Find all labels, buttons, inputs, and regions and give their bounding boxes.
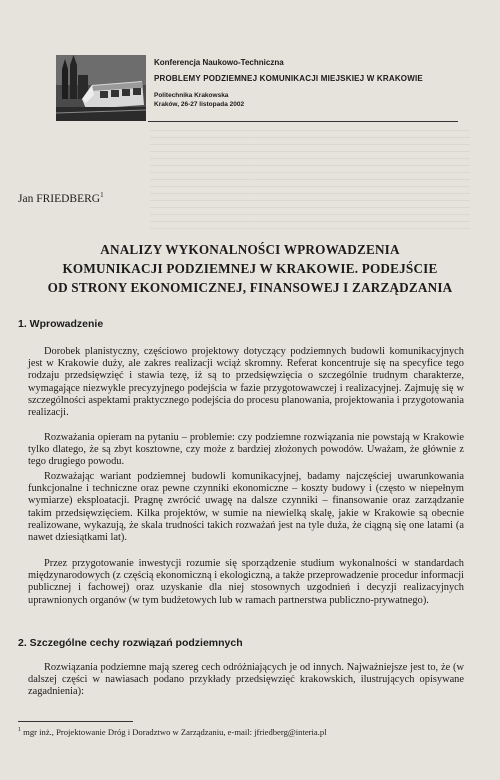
header-rule [148, 121, 458, 122]
section-heading-underground-features: 2. Szczególne cechy rozwiązań podziemnych [18, 637, 243, 649]
paper-title [15, 240, 485, 297]
author-name: Jan FRIEDBERG [18, 192, 101, 205]
paragraph-text: Przez przygotowanie inwestycji rozumie się sporządzenie studium wykonalności w standardach międzynarodowych (z częścią ekonomiczną i ekologiczną, a także przeprowadzenie procedur informacji publicznej i fachowej) oraz uzyskanie dla niej stosownych uzgodnień i decyzji realizacyjnych uprawnionych organów (w tym budżetowych lub w ramach partnerstwa publiczno-prywatnego). [28, 558, 464, 606]
conference-institution: Politechnika Krakowska [154, 92, 229, 99]
paragraph-text: Rozważając wariant podziemnej budowli komunikacyjnej, badamy najczęściej uwarunkowania funkcjonalne i techniczne oraz pewne czynniki ekonomiczne – koszty budowy i (często w niepełnym wymiarze) eksploatacji. Pragnę zwrócić uwagę na dalsze czynniki – finansowanie oraz zarządzanie takim przedsięwzięciem. Kilka projektów, w sumie na niewielką skalę, jakie w Krakowie są obecnie realizowane, wykazują, że skala trudności takich rozważań jest na tyle duża, że ciągną się one latami (a nawet dziesiątkami lat). [28, 471, 464, 544]
paragraph-text: Dorobek planistyczny, częściowo projektowy dotyczący podziemnych budowli komunikacyjnych jest w Krakowie duży, ale zakres realizacji wciąż skromny. Referat koncentruje się na specyfice tego rodzaju przedsięwzięć i stawia tezę, iż są to przedsięwzięcia o szczególnie trudnym charakterze, wymagające niezwykle precyzyjnego podejścia w fazie przygotowawczej i realizacyjnej. Zajmuję się w szczególności aspektami praktycznego podejścia do procesu planowania, projektowania i przygotowania realizacji. [28, 346, 464, 419]
footnote-text: mgr inż., Projektowanie Dróg i Doradztwo w Zarządzaniu, e-mail: jfriedberg@interia.pl [23, 727, 327, 737]
conference-name: Konferencja Naukowo-Techniczna [154, 58, 284, 67]
paragraph [28, 662, 464, 699]
paragraph-text: Rozwiązania podziemne mają szereg cech odróżniających je od innych. Najważniejsze jest to, że (w dalszej części w nawiasach podano przykłady przedsięwzięć krakowskich, ilustrujących opisywane zagadnienia): [28, 662, 464, 698]
paragraph [28, 471, 464, 544]
author-line [18, 191, 104, 205]
section-heading-introduction: 1. Wprowadzenie [18, 318, 104, 330]
title-line: ANALIZY WYKONALNOŚCI WPROWADZENIA [100, 242, 400, 257]
paragraph-text: Rozważania opieram na pytaniu – problemie: czy podziemne rozwiązania nie powstają w Krakowie tylko dlatego, że są zbyt kosztowne, czy może z bardziej złożonych powodów. Uważam, że głównie z tego drugiego powodu. [28, 432, 464, 468]
tram-city-logo [56, 55, 146, 121]
conference-info [154, 57, 464, 109]
logo-graphic [56, 55, 146, 121]
paragraph [28, 432, 464, 469]
conference-header [56, 55, 456, 122]
footnote-rule [18, 721, 133, 722]
footnote-mark: 1 [18, 727, 21, 734]
title-line: OD STRONY EKONOMICZNEJ, FINANSOWEJ I ZARZĄDZANIA [47, 280, 453, 295]
footnote [18, 727, 478, 737]
author-footnote-mark: 1 [100, 191, 104, 199]
conference-title: PROBLEMY PODZIEMNEJ KOMUNIKACJI MIEJSKIEJ W KRAKOWIE [154, 74, 423, 83]
bleed-through-texture [150, 130, 470, 230]
paragraph [28, 558, 464, 607]
conference-date: Kraków, 26-27 listopada 2002 [154, 101, 245, 108]
paragraph [28, 346, 464, 419]
title-line: KOMUNIKACJI PODZIEMNEJ W KRAKOWIE. PODEJŚCIE [62, 261, 438, 276]
